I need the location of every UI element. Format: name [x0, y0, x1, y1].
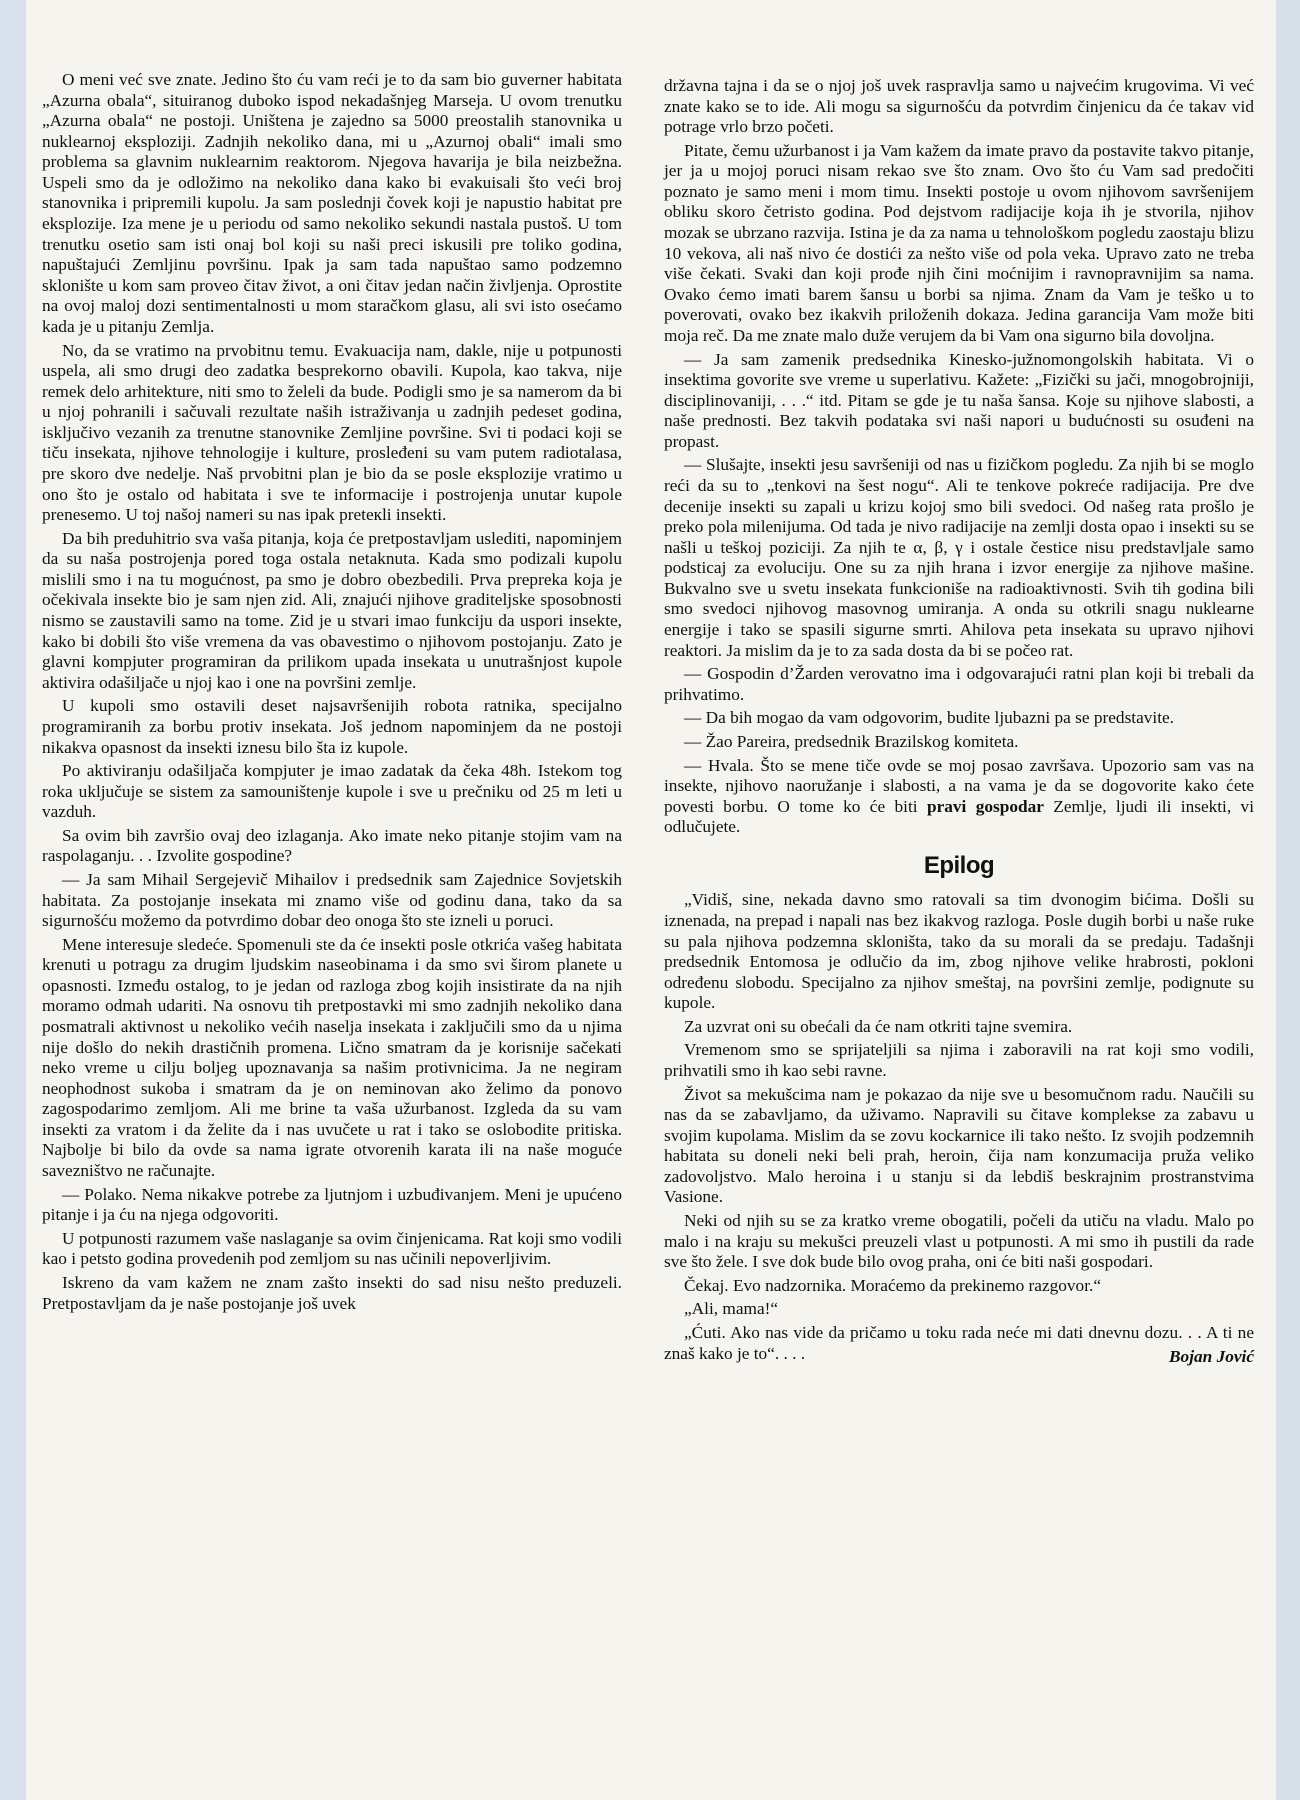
- paragraph: Iskreno da vam kažem ne znam zašto insekti do sad nisu nešto preduzeli. Pretpostavljam da je naše postojanje još uvek: [42, 1272, 622, 1313]
- epilog-paragraph: Neki od njih su se za kratko vreme obogatili, počeli da utiču na vladu. Malo po malo i na kraju su mekušci preuzeli vlast u potpunosti. A mi smo ih pustili da rade sve što žele. I sve dok bude bilo ovog praha, oni će biti naši gospodari.: [664, 1211, 1254, 1272]
- paragraph: — Gospodin d’Žarden verovatno ima i odgovarajući ratni plan koji bi trebali da prihvatimo.: [664, 664, 1254, 704]
- epilog-paragraph: Čekaj. Evo nadzornika. Moraćemo da prekinemo razgovor.“: [684, 1275, 1101, 1295]
- epilog-heading: Epilog: [923, 851, 995, 879]
- epilog-paragraph: Za uzvrat oni su obećali da će nam otkriti tajne svemira.: [684, 1016, 1073, 1036]
- epilog-paragraph: „Ali, mama!“: [684, 1299, 779, 1319]
- paragraph: Pitate, čemu užurbanost i ja Vam kažem da imate pravo da postavite takvo pitanje, jer ja u mojoj poruci nisam rekao sve što znam. Ovo što ću Vam sad predočiti poznato je samo meni i mom timu. Insekti postoje u ovom njihovom savršenijem obliku skoro četristo godina. Pod dejstvom radijacije koja ih je stvorila, njihov mozak se ubrzano razvija. Istina je da za nama u tehnološkom pogledu zaostaju blizu 10 vekova, ali naš nivo će dostići za nešto više od pola veka. Upravo zato ne treba više čekati. Svaki dan koji prođe njih čini moćnijim i ravnopravnijim sa nama. Ovako ćemo imati barem šansu u borbi sa njima. Znam da Vam je teško u to poverovati, ovako bez ikakvih priloženih dokaza. Jedina garancija Vam može biti moja reč. Da me znate malo duže verujem da bi Vam ona sigurno bila dovoljna.: [664, 140, 1254, 345]
- epilog-paragraph: Vremenom smo se sprijateljili sa njima i zaboravili na rat koji smo vodili, prihvatili smo ih kao sebi ravne.: [664, 1040, 1254, 1080]
- paragraph: — Polako. Nema nikakve potrebe za ljutnjom i uzbuđivanjem. Meni je upućeno pitanje i ja ću na njega odgovoriti.: [42, 1184, 622, 1225]
- epilog-paragraph: Život sa mekušcima nam je pokazao da nije sve u besomučnom radu. Naučili su nas da se zabavljamo, da uživamo. Napravili su čitave komplekse za zabavu u svojim kupolama. Mislim da se zovu kockarnice ili tako nešto. Iz svojih podzemnih habitata su doneli neki beli prah, heroin, čija nam konzumacija pruža veliko zadovoljstvo. Malo heroina i u stanju si da lebdiš beskrajnim prostranstvima Vasione.: [664, 1084, 1254, 1207]
- paragraph: Po aktiviranju odašiljača kompjuter je imao zadatak da čeka 48h. Istekom tog roka uključuje se sistem za samouništenje kupole i sve u prečniku od 25 m leti u vazduh.: [42, 761, 622, 822]
- paragraph: Da bih preduhitrio sva vaša pitanja, koja će pretpostavljam uslediti, napominjem da su naša postrojenja pored toga ostala netaknuta. Kada smo podizali kupolu mislili smo i na tu mogućnost, pa smo je dobro obezbedili. Prva prepreka koja je očekivala insekte bio je sam njen zid. Ali, znajući njihove graditeljske sposobnosti nismo se zaustavili samo na tome. Zid je u stvari imao funkciju da uspori insekte, kako bi dobili što više vremena da vas obavestimo o njihovom postojanju. Zato je glavni kompjuter programiran da prilikom upada insekata u unutrašnjost kupole aktivira odašiljače u njoj kao i one na površini zemlje.: [42, 528, 622, 692]
- final-text-bold: pravi gospodar: [926, 796, 1044, 816]
- paragraph: — Slušajte, insekti jesu savršeniji od nas u fizičkom pogledu. Za njih bi se moglo reći da su to „tenkovi na šest nogu“. Ali te tenkove pokreće radijacija. Pre dve decenije insekti su zapali u krizu kojoj smo bili svedoci. Od našeg rata prošlo je preko pola milenijuma. Od tada je nivo radijacije na zemlji dosta opao i insekti su se našli u teškoj poziciji. Za njih te α, β, γ i ostale čestice nisu predstavljale samo podsticaj za evoluciju. One su za njih hrana i izvor energije za njihove mašine. Bukvalno sve u svetu insekata funkcioniše na radioaktivnosti. Svih tih godina bili smo svedoci njihovog masovnog umiranja. A onda su otkrili snagu nuklearne energije i tako se spasili sigurne smrti. Ahilova peta insekata su upravo njihovi reaktori. Ja mislim da je to za sada dosta da bi se počeo rat.: [664, 455, 1254, 660]
- paragraph: — Da bih mogao da vam odgovorim, budite ljubazni pa se predstavite.: [684, 708, 1175, 728]
- author-signature: Bojan Jović: [1169, 1347, 1254, 1367]
- paragraph: Sa ovim bih završio ovaj deo izlaganja. Ako imate neko pitanje stojim vam na raspolaganju. . . Izvolite gospodine?: [42, 825, 622, 866]
- paragraph: državna tajna i da se o njoj još uvek raspravlja samo u najvećim krugovima. Vi već znate kako se to ide. Ali mogu sa sigurnošću da potvrdim činjenicu da će takav vid potrage vrlo brzo početi.: [664, 76, 1254, 137]
- paragraph: Mene interesuje sledeće. Spomenuli ste da će insekti posle otkrića vašeg habitata krenuti u potragu za drugim ljudskim naseobinama i da smo svi širom planete u opasnosti. Između ostalog, to je jedan od razloga zbog kojih insistirate da na njih moramo odmah udariti. Na osnovu tih pretpostavki mi smo zadnjih nekoliko dana posmatrali aktivnost u nekoliko većih naselja insekata i zaključili smo da u njima nije došlo do nekih drastičnih promena. Lično smatram da je korisnije sačekati neko vreme u cilju boljeg upoznavanja sa našim protivnicima. Ja ne negiram neophodnost sukoba i smatram da je on neminovan ako želimo da ponovo zagospodarimo zemljom. Ali me brine ta vaša užurbanost. Izgleda da su vam insekti za vratom i da želite da i nas uvučete u rat i tako se oslobodite pritiska. Najbolje bi bilo da ovde sa nama igrate otvorenih karata ili na naše moguće savezništvo ne računajte.: [42, 934, 622, 1181]
- final-paragraph: [664, 756, 1254, 838]
- right-column: [664, 76, 1254, 1368]
- epilog-paragraph: „Vidiš, sine, nekada davno smo ratovali sa tim dvonogim bićima. Došli su iznenada, na prepad i napali nas bez ikakvog razloga. Posle dugih borbi u naše ruke su pala njihova podzemna skloništa, tako da su morali da se predaju. Tadašnji predsednik Entomosa je odlučio da im, zbog njihove velike hrabrosti, pokloni određenu slobodu. Specijalno za njihov smeštaj, na površini zemlje, podignute su kupole.: [664, 890, 1254, 1013]
- paragraph: No, da se vratimo na prvobitnu temu. Evakuacija nam, dakle, nije u potpunosti uspela, ali smo drugi deo zadatka besprekorno obavili. Kupola, kao takva, nije remek delo arhitekture, niti smo to želeli da bude. Podigli smo je sa namerom da bi u njoj pohranili i sačuvali rezultate naših istraživanja u zadnjih pedeset godina, isključivo vezanih za trenutne stanovnike Zemljine površine. Svi ti podaci koji se tiču insekata, njihove tehnologije i kulture, prosleđeni su vam putem radiotalasa, pre skoro dve nedelje. Naš prvobitni plan je bio da se posle eksplozije vratimo u ono što je ostalo od habitata i sve te informacije i postrojenja unutar kupole prenesemo. U toj našoj nameri su nas ipak preteкli insekti.: [42, 340, 622, 525]
- paragraph: — Žao Pareira, predsednik Brazilskog komiteta.: [684, 731, 1019, 751]
- final-text-before: — Hvala. Što se mene tiče ovde se moj posao završava. Upozorio sam vas na insekte, njihovo naoružanje i slabosti, a na vama je da se dogovorite kako ćete povesti borbu. O tome ko će biti: [664, 755, 1254, 816]
- paragraph: U potpunosti razumem vaše naslaganje sa ovim činjenicama. Rat koji smo vodili kao i petsto godina provedenih pod zemljom su nas učinili nepoverljivim.: [42, 1228, 622, 1269]
- paragraph: U kupoli smo ostavili deset najsavršenijih robota ratnika, specijalno programiranih za borbu protiv insekata. Još jednom napominjem da ne postoji nikakva opasnost da insekti iznesu bilo šta iz kupole.: [42, 696, 622, 757]
- final-text-after: Zemlje, ljudi ili insekti, vi odlučujete.: [664, 796, 1255, 837]
- paragraph: O meni već sve znate. Jedino što ću vam reći je to da sam bio guverner habitata „Azurna obala“, situiranog duboko ispod nekadašnjeg Marseja. U ovom trenutku „Azurna obala“ ne postoji. Uništena je zajedno sa 5000 preostalih stanovnika u nuklearnoj eksploziji. Zadnjih nekoliko dana, mi u „Azurnoj obali“ imali smo problema sa glavnim nuklearnim reaktorom. Njegova havarija je bila neizbežna. Uspeli smo da je odložimo na nekoliko dana kako bi evakuisali što veći broj stanovnika i pripremili kupolu. Ja sam poslednji čovek koji je napustio habitat pre eksplozije. Iza mene je u periodu od samo nekoliko sekundi nastala pustoš. U tom trenutku osetio sam isti onaj bol koji su naši preci iskusili pre toliko godina, napuštajući Zemljinu površinu. Ipak ja sam tada napuštao samo podzemno sklonište u kom sam proveo čitav život, a oni čitav jedan način življenja. Oprostite na ovoj maloj dozi sentimentalnosti u mom staračkom glasu, ali svi isto osećamo kada je u pitanju Zemlja.: [42, 70, 622, 336]
- left-column: [42, 70, 622, 1317]
- paragraph: — Ja sam Mihail Sergejevič Mihailov i predsednik sam Zajednice Sovjetskih habitata. Za postojanje insekata mi znamo više od godinu dana, tako da sa sigurnošću možemo da potvrdimo dobar deo onoga što ste izneli u poruci.: [42, 869, 622, 931]
- epilog-paragraph: „Ćuti. Ako nas vide da pričamo u toku rada neće mi dati dnevnu dozu. . . A ti ne znaš kako je to“. . . .: [664, 1322, 1254, 1363]
- paragraph: — Ja sam zamenik predsednika Kinesko-južnomongolskih habitata. Vi o insektima govorite sve vreme u superlativu. Kažete: „Fizički su jači, mnogobrojniji, disciplinovaniji, . . .“ itd. Pitam se gde je tu naša šansa. Koje su njihove slabosti, a naše prednosti. Bez takvih podataka svi naši napori u budućnosti su osuđeni na propast.: [664, 349, 1254, 451]
